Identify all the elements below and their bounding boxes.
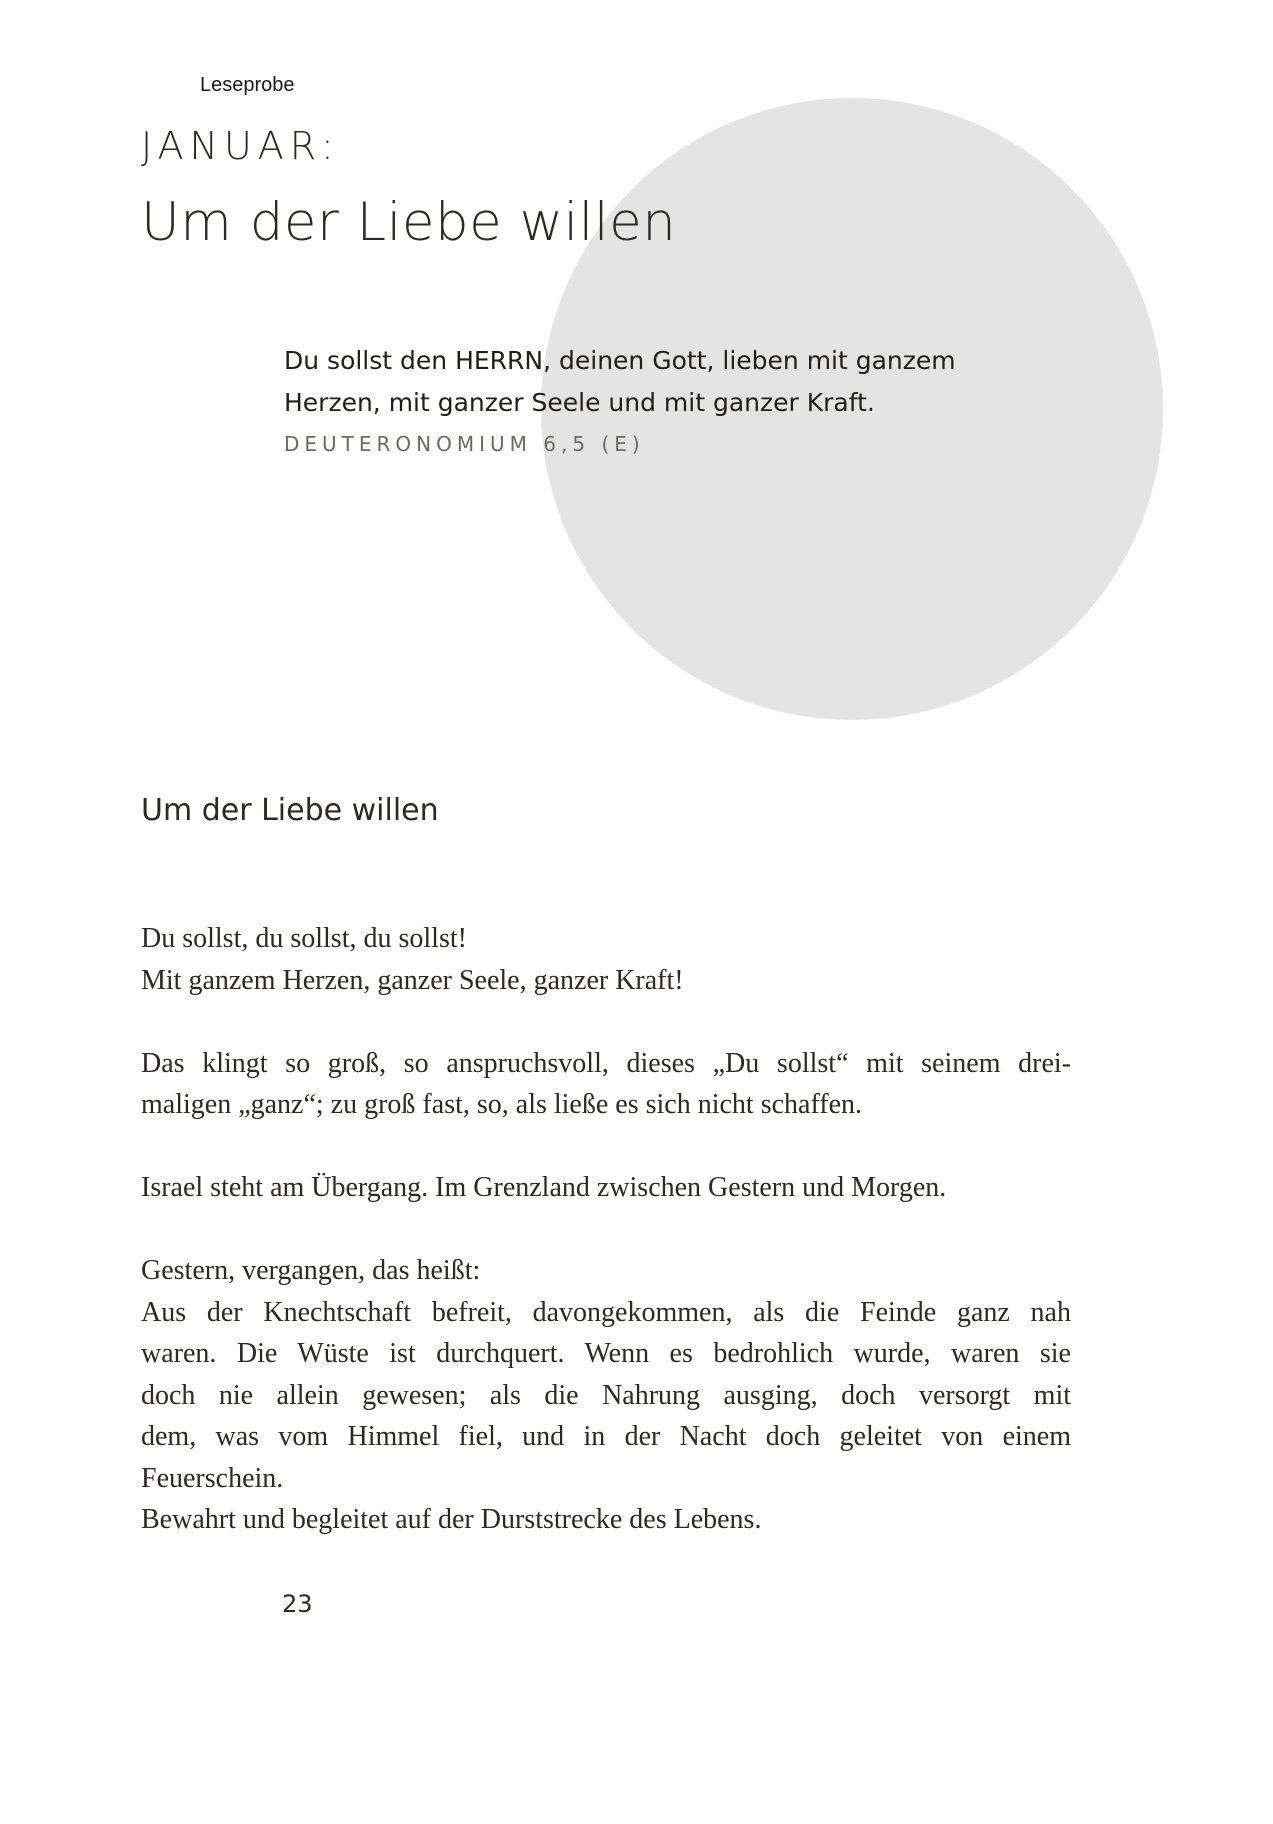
paragraph-line: Feuerschein. xyxy=(141,1462,284,1494)
paragraph-gap xyxy=(141,1209,1071,1251)
month-heading: JANUAR: xyxy=(141,124,340,168)
paragraph-line: Bewahrt und begleitet auf der Durststrecke des Lebens. xyxy=(141,1504,762,1535)
page-number: 23 xyxy=(282,1590,313,1618)
chapter-title: Um der Liebe willen xyxy=(141,192,677,253)
verse-line: Du sollst den HERRN, deinen Gott, lieben mit ganzem xyxy=(284,346,956,375)
paragraph-line: Du sollst, du sollst, du sollst! xyxy=(141,923,467,954)
paragraph-line: Das klingt so groß, so anspruchsvoll, dieses „Du sollst“ mit seinem drei- xyxy=(141,1047,1071,1079)
body-text xyxy=(141,918,1071,1541)
verse-line: Herzen, mit ganzer Seele und mit ganzer Kraft. xyxy=(284,388,875,417)
paragraph-line: dem, was vom Himmel fiel, und in der Nacht doch geleitet von einem xyxy=(141,1421,1071,1452)
paragraph-gap xyxy=(141,1126,1071,1168)
paragraph-line: Aus der Knechtschaft befreit, davongekommen, als die Feinde ganz nah xyxy=(141,1296,1071,1328)
paragraph-line: doch nie allein gewesen; als die Nahrung ausging, doch versorgt mit xyxy=(141,1379,1071,1411)
paragraph-line: waren. Die Wüste ist durchquert. Wenn es bedrohlich wurde, waren sie xyxy=(141,1338,1071,1369)
paragraph-line: Israel steht am Übergang. Im Grenzland zwischen Gestern und Morgen. xyxy=(141,1172,947,1203)
verse-reference: DEUTERONOMIUM 6,5 (E) xyxy=(284,432,645,456)
paragraph-line: Mit ganzem Herzen, ganzer Seele, ganzer Kraft! xyxy=(141,964,684,996)
leseprobe-label: Leseprobe xyxy=(200,74,295,96)
paragraph-gap xyxy=(141,1001,1071,1043)
bible-verse xyxy=(284,340,956,424)
paragraph-line: maligen „ganz“; zu groß fast, so, als ließe es sich nicht schaffen. xyxy=(141,1089,863,1120)
section-title: Um der Liebe willen xyxy=(141,793,439,828)
paragraph-line: Gestern, vergangen, das heißt: xyxy=(141,1255,481,1286)
